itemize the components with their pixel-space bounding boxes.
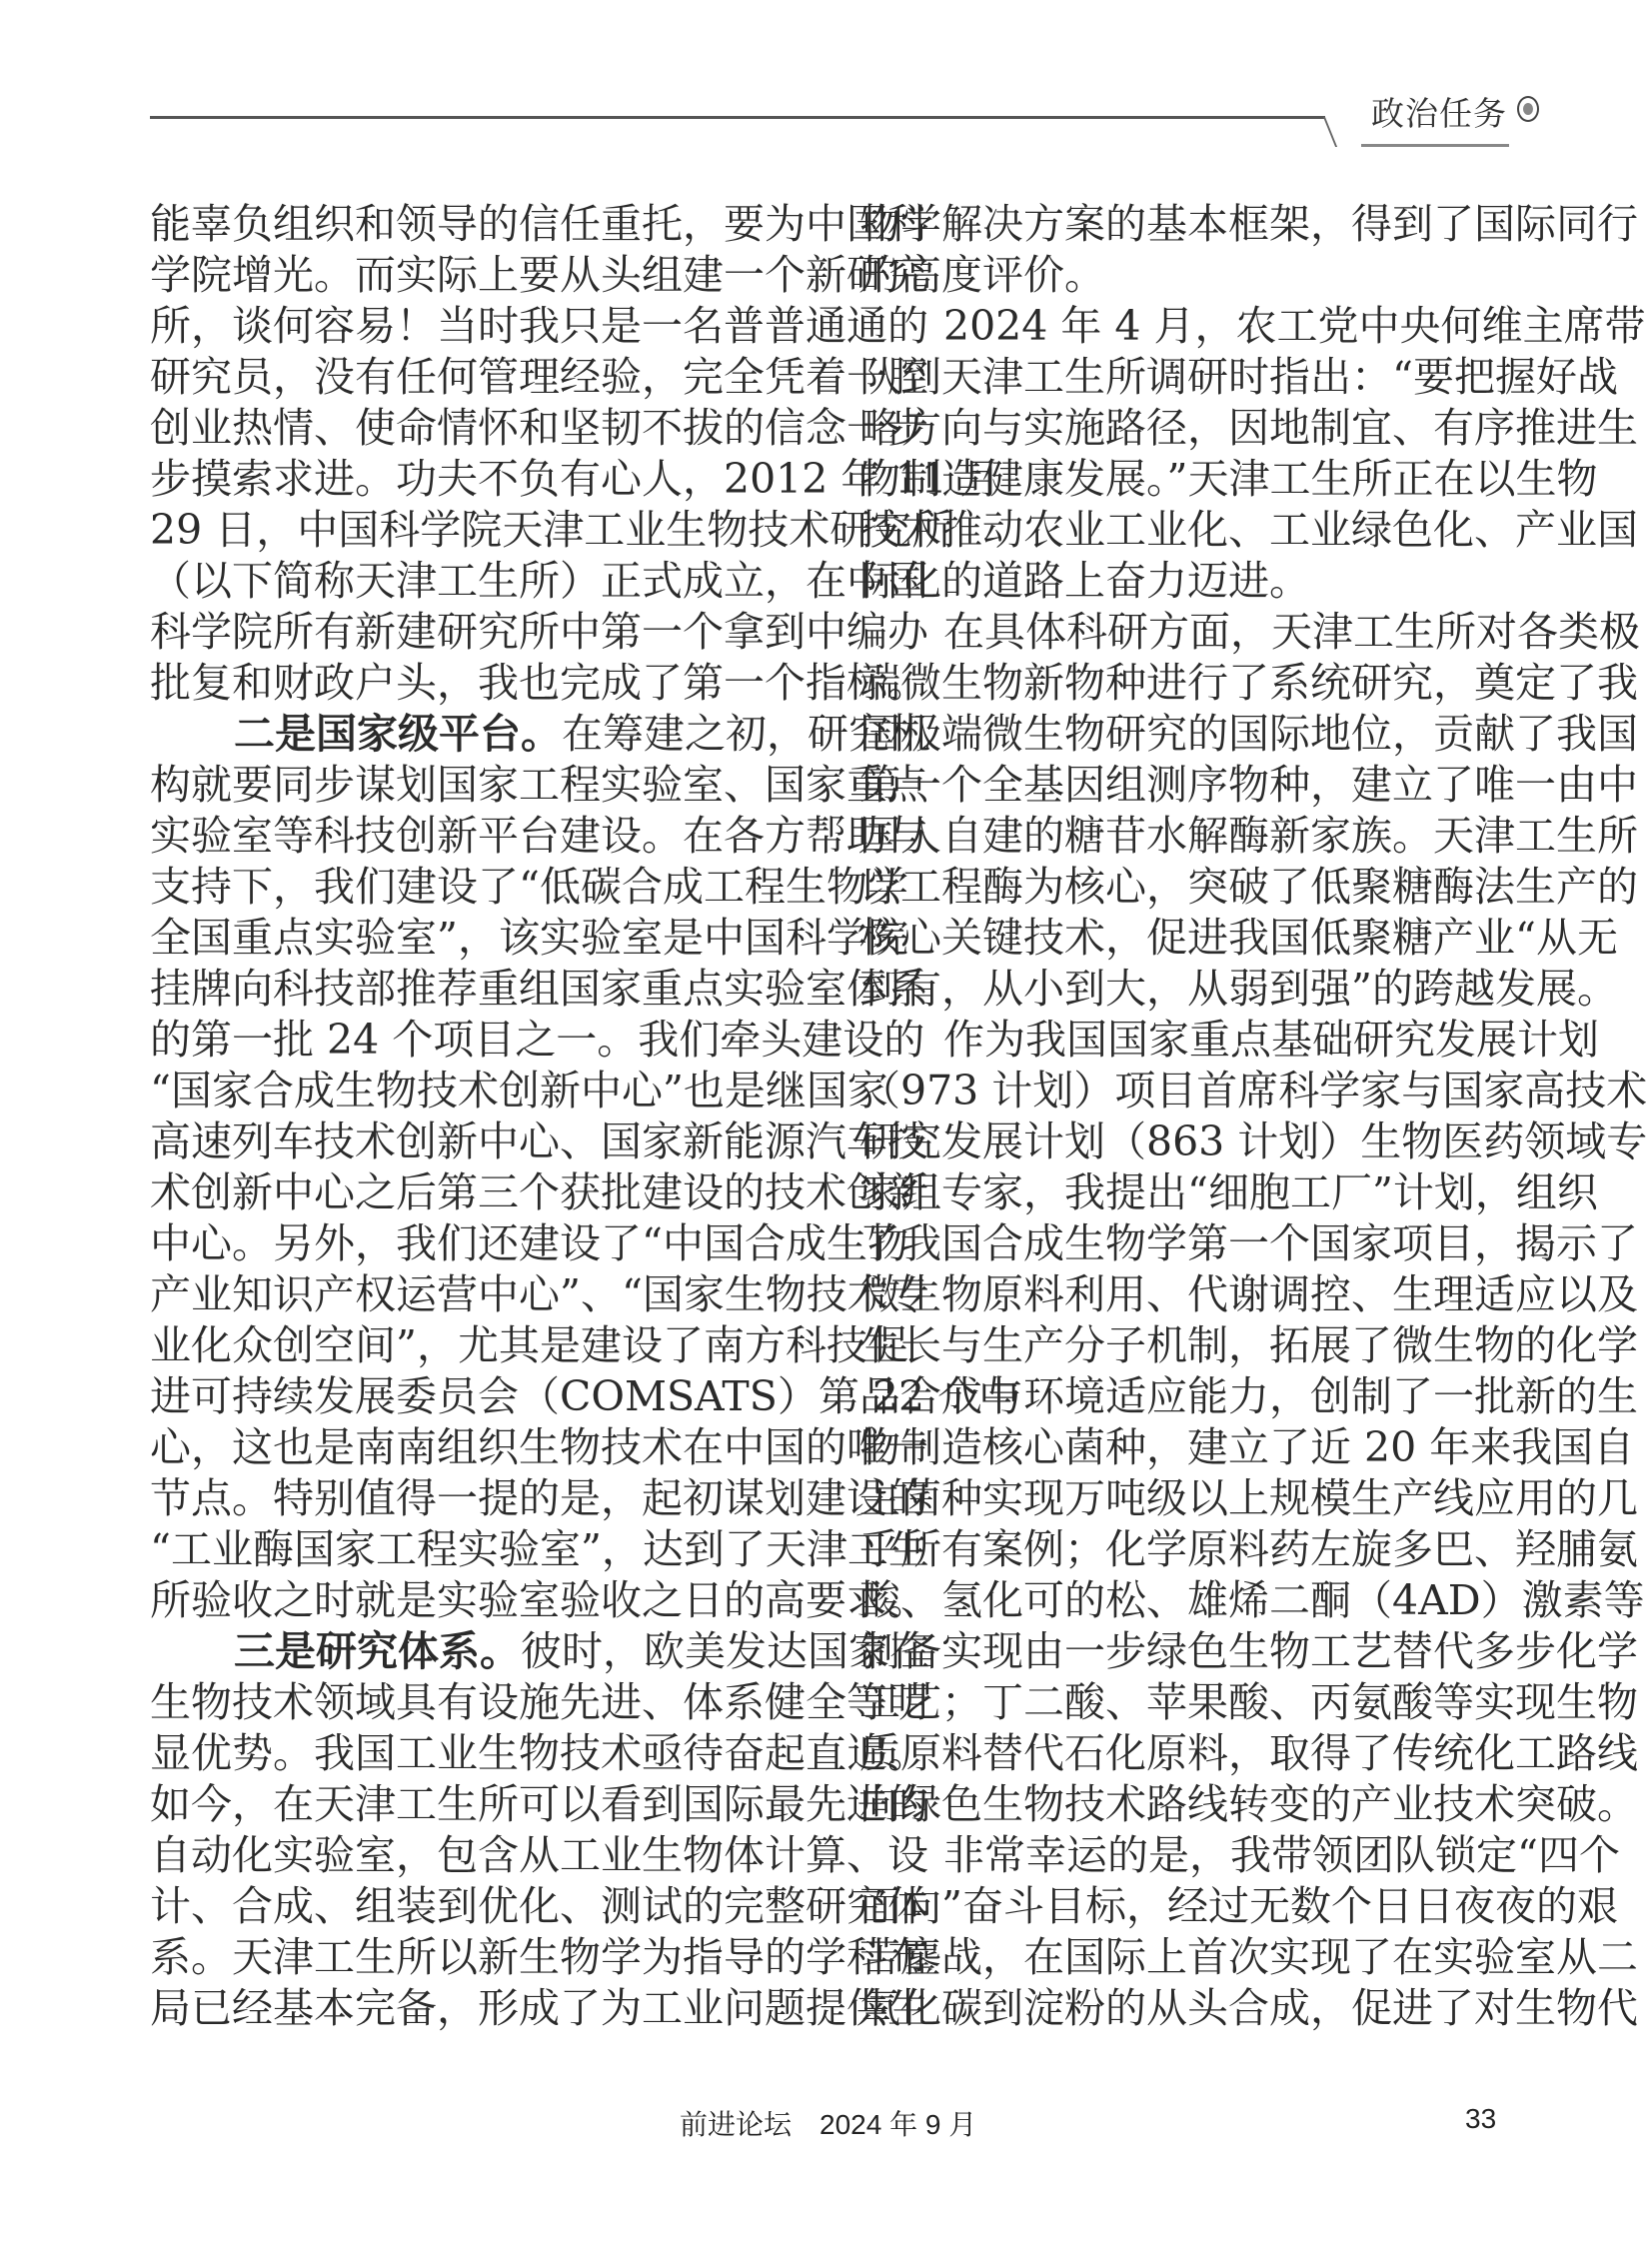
- line-text: 酸、氢化可的松、雄烯二酮（4AD）激素等: [859, 1576, 1645, 1624]
- text-line: [150, 1473, 928, 1524]
- line-text: 研究发展计划（863 计划）生物医药领域专: [859, 1118, 1648, 1165]
- line-text: 氧化碳到淀粉的从头合成，促进了对生物代: [859, 1984, 1638, 2032]
- text-line: [150, 607, 928, 658]
- text-line: [150, 301, 928, 352]
- text-line: [859, 964, 1618, 1015]
- text-line: [859, 1575, 1645, 1626]
- text-line: [859, 1626, 1638, 1677]
- text-line: [150, 505, 953, 556]
- line-text: 国人自建的糖苷水解酶新家族。天津工生所: [859, 812, 1638, 860]
- line-text: 业化众创空间”，尤其是建设了南方科技促: [150, 1321, 908, 1369]
- text-line: [859, 1932, 1638, 1983]
- line-text: 生长与生产分子机制，拓展了微生物的化学: [859, 1321, 1638, 1369]
- line-text: 全国重点实验室”，该实验室是中国科学院: [150, 914, 908, 962]
- line-text: 如今，在天津工生所可以看到国际最先进的: [150, 1780, 928, 1828]
- line-text: 能辜负组织和领导的信任重托，要为中国科: [150, 200, 928, 248]
- text-line: [859, 301, 1646, 352]
- text-line: [150, 1422, 928, 1473]
- text-line: [150, 658, 928, 709]
- bold-lead-in: 二是国家级平台。: [234, 710, 562, 758]
- line-text: 计、合成、组装到优化、测试的完整研究体: [150, 1882, 928, 1930]
- line-text: 技术推动农业工业化、工业绿色化、产业国: [859, 506, 1638, 554]
- right-column: [859, 199, 1648, 2034]
- line-text: （973 计划）项目首席科学家与国家高技术: [859, 1067, 1648, 1115]
- text-line: [150, 454, 1001, 505]
- line-text: 彼时，欧美发达国家在: [521, 1627, 930, 1675]
- text-line: [150, 403, 928, 454]
- text-line: [859, 1881, 1618, 1932]
- line-text: 支持下，我们建设了“低碳合成工程生物学: [150, 863, 908, 911]
- text-line: [150, 1167, 928, 1218]
- text-line: [150, 1626, 930, 1677]
- text-line: [859, 1983, 1638, 2034]
- line-text: 第一个全基因组测序物种，建立了唯一由中: [859, 761, 1638, 809]
- line-text: 批复和财政户头，我也完成了第一个指标。: [150, 659, 928, 707]
- text-line: [859, 1422, 1635, 1473]
- text-line: [859, 1218, 1638, 1269]
- text-line: [859, 1524, 1638, 1575]
- text-line: [150, 556, 928, 607]
- line-text: 自动化实验室，包含从工业生物体计算、设: [150, 1831, 928, 1879]
- text-line: [150, 1320, 908, 1371]
- line-text: 术创新中心之后第三个获批建设的技术创新: [150, 1168, 928, 1216]
- text-line: [859, 760, 1638, 811]
- line-text: 队到天津工生所调研时指出：“要把握好战: [859, 353, 1618, 401]
- line-text: 物学解决方案的基本框架，得到了国际同行: [859, 200, 1638, 248]
- line-text: 面向”奋斗目标，经过无数个日日夜夜的艰: [859, 1882, 1618, 1930]
- line-text: 构就要同步谋划国家工程实验室、国家重点: [150, 761, 928, 809]
- line-text: 工艺；丁二酸、苹果酸、丙氨酸等实现生物: [859, 1678, 1638, 1726]
- text-line: [150, 1524, 929, 1575]
- text-line: [150, 760, 928, 811]
- text-line: [859, 1269, 1638, 1320]
- text-line: [150, 862, 908, 913]
- text-line: [859, 1779, 1638, 1830]
- line-text: 高速列车技术创新中心、国家新能源汽车技: [150, 1118, 928, 1165]
- line-text: 显优势。我国工业生物技术亟待奋起直追。: [150, 1729, 928, 1777]
- line-text: 心，这也是南南组织生物技术在中国的唯一: [150, 1423, 928, 1471]
- line-text: 进可持续发展委员会（COMSATS）第 22 个中: [150, 1372, 1020, 1420]
- line-text: 了我国合成生物学第一个国家项目，揭示了: [859, 1219, 1638, 1267]
- header-rule-lower: [1361, 144, 1509, 147]
- text-line: [150, 1371, 1020, 1422]
- text-line: [859, 403, 1638, 454]
- line-text: 乎所有案例；化学原料药左旋多巴、羟脯氨: [859, 1525, 1638, 1573]
- text-line: [150, 1015, 925, 1066]
- text-line: [859, 1015, 1599, 1066]
- line-text: 端微生物新物种进行了系统研究，奠定了我: [859, 659, 1638, 707]
- line-text: 研究员，没有任何管理经验，完全凭着一腔: [150, 353, 928, 401]
- text-line: [150, 250, 928, 301]
- text-line: [859, 556, 1497, 607]
- text-line: [859, 913, 1618, 964]
- line-text: 品合成与环境适应能力，创制了一批新的生: [859, 1372, 1638, 1420]
- line-text: 中心。另外，我们还建设了“中国合成生物: [150, 1219, 908, 1267]
- line-text: “国家合成生物技术创新中心”也是继国家: [150, 1067, 888, 1115]
- text-line: [859, 1066, 1648, 1117]
- text-line: [150, 1779, 928, 1830]
- line-text: 作为我国国家重点基础研究发展计划: [943, 1016, 1599, 1064]
- text-line: [859, 250, 1497, 301]
- line-text: 主菌种实现万吨级以上规模生产线应用的几: [859, 1474, 1638, 1522]
- line-text: 产业知识产权运营中心”、“国家生物技术专: [150, 1270, 929, 1318]
- line-text: “工业酶国家工程实验室”，达到了天津工生: [150, 1525, 929, 1573]
- line-text: 2024 年 4 月，农工党中央何维主席带: [943, 302, 1646, 350]
- line-text: 物制造健康发展。”天津工生所正在以生物: [859, 455, 1598, 503]
- line-text: 家组专家，我提出“细胞工厂”计划，组织: [859, 1168, 1598, 1216]
- target-circle-icon: [1517, 96, 1539, 122]
- text-line: [859, 505, 1638, 556]
- text-line: [150, 1575, 928, 1626]
- line-text: 苦鏖战，在国际上首次实现了在实验室从二: [859, 1933, 1638, 1981]
- section-title: 政治任务: [1371, 94, 1507, 133]
- text-line: [150, 1830, 928, 1881]
- line-text: 非常幸运的是，我带领团队锁定“四个: [943, 1831, 1620, 1879]
- text-line: [150, 352, 928, 403]
- line-text: 向绿色生物技术路线转变的产业技术突破。: [859, 1780, 1638, 1828]
- text-line: [859, 607, 1640, 658]
- text-line: [150, 1932, 928, 1983]
- line-text: 科学院所有新建研究所中第一个拿到中编办: [150, 608, 928, 656]
- text-line: [150, 811, 928, 862]
- line-text: 在筹建之初，研究机: [562, 710, 930, 758]
- text-line: [150, 1677, 928, 1728]
- text-line: [859, 199, 1638, 250]
- text-line: [859, 1830, 1620, 1881]
- page-number: 33: [1465, 2103, 1497, 2134]
- line-text: 以工程酶为核心，突破了低聚糖酶法生产的: [859, 863, 1638, 911]
- text-line: [859, 658, 1638, 709]
- text-line: [150, 1269, 929, 1320]
- text-line: [859, 709, 1638, 760]
- line-text: 的高度评价。: [859, 251, 1105, 299]
- text-line: [150, 1066, 888, 1117]
- line-text: 际化的道路上奋力迈进。: [859, 557, 1310, 605]
- line-text: 生物技术领域具有设施先进、体系健全等明: [150, 1678, 928, 1726]
- line-text: 挂牌向科技部推荐重组国家重点实验室体系: [150, 965, 928, 1013]
- text-line: [150, 964, 928, 1015]
- text-line: [859, 1117, 1648, 1167]
- line-text: 物制造核心菌种，建立了近 20 年来我国自: [859, 1423, 1635, 1471]
- line-text: 略方向与实施路径，因地制宜、有序推进生: [859, 404, 1638, 452]
- line-text: 学院增光。而实际上要从头组建一个新研究: [150, 251, 928, 299]
- line-text: 在具体科研方面，天津工生所对各类极: [943, 608, 1640, 656]
- line-text: 核心关键技术，促进我国低聚糖产业“从无: [859, 914, 1618, 962]
- header-rule-diagonal: [1323, 117, 1337, 147]
- text-line: [150, 1117, 928, 1167]
- text-line: [859, 1167, 1598, 1218]
- text-line: [150, 1881, 928, 1932]
- line-text: 质原料替代石化原料，取得了传统化工路线: [859, 1729, 1638, 1777]
- line-text: 步摸索求进。功夫不负有心人，2012 年 11 月: [150, 455, 1001, 503]
- text-line: [150, 199, 928, 250]
- text-line: [859, 352, 1618, 403]
- line-text: 制备实现由一步绿色生物工艺替代多步化学: [859, 1627, 1638, 1675]
- text-line: [150, 1218, 908, 1269]
- line-text: （以下简称天津工生所）正式成立，在中国: [150, 557, 928, 605]
- text-line: [150, 913, 908, 964]
- text-line: [150, 1728, 928, 1779]
- journal-name: 前进论坛: [680, 2109, 793, 2140]
- text-line: [859, 1320, 1638, 1371]
- line-text: 所，谈何容易！当时我只是一名普普通通的: [150, 302, 928, 350]
- line-text: 系。天津工生所以新生物学为指导的学科布: [150, 1933, 928, 1981]
- text-line: [859, 1473, 1638, 1524]
- text-line: [859, 1371, 1638, 1422]
- line-text: 29 日，中国科学院天津工业生物技术研究所: [150, 506, 953, 554]
- line-text: 国极端微生物研究的国际地位，贡献了我国: [859, 710, 1638, 758]
- header-rule: [150, 116, 1325, 119]
- text-line: [859, 811, 1638, 862]
- line-text: 微生物原料利用、代谢调控、生理适应以及: [859, 1270, 1638, 1318]
- line-text: 实验室等科技创新平台建设。在各方帮助与: [150, 812, 928, 860]
- line-text: 节点。特别值得一提的是，起初谋划建设的: [150, 1474, 928, 1522]
- line-text: 所验收之时就是实验室验收之日的高要求。: [150, 1576, 928, 1624]
- text-line: [150, 1983, 928, 2034]
- text-line: [859, 862, 1638, 913]
- line-text: 到有，从小到大，从弱到强”的跨越发展。: [859, 965, 1618, 1013]
- line-text: 局已经基本完备，形成了为工业问题提供生: [150, 1984, 928, 2032]
- text-line: [150, 709, 930, 760]
- text-line: [859, 454, 1598, 505]
- text-line: [859, 1728, 1638, 1779]
- line-text: 的第一批 24 个项目之一。我们牵头建设的: [150, 1016, 925, 1064]
- line-text: 创业热情、使命情怀和坚韧不拔的信念一步: [150, 404, 928, 452]
- text-line: [859, 1677, 1638, 1728]
- issue-date: 2024 年 9 月: [820, 2109, 977, 2140]
- bold-lead-in: 三是研究体系。: [234, 1627, 521, 1675]
